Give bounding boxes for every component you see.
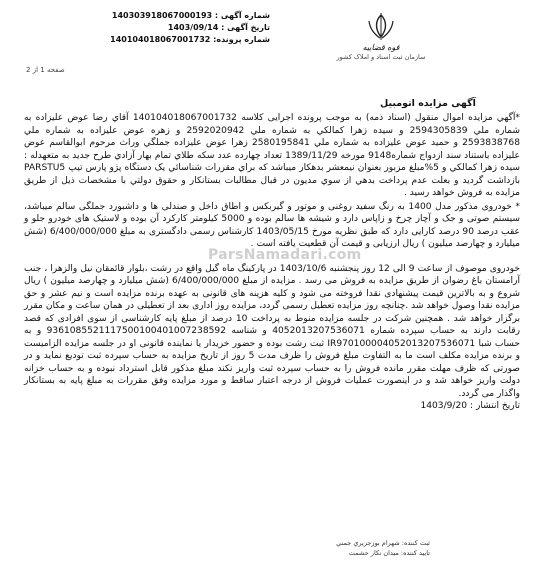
case-number-label: شماره پرونده: [213, 35, 270, 44]
notice-date: 1403/09/14 [167, 23, 219, 32]
emblem-icon [361, 12, 401, 42]
case-number-row [110, 34, 270, 46]
publish-date: 1403/9/20 [420, 401, 468, 411]
approver-label: تایید کننده: [400, 549, 430, 557]
notice-date-row [110, 22, 270, 34]
organization-logo [326, 12, 436, 74]
approver-row [210, 548, 430, 558]
registrar-row [210, 538, 430, 548]
case-number: 140104018067001732 [110, 35, 211, 44]
paragraph-vehicle-description: * خودروی مذکور مدل 1400 به رنگ سفید روغنی و موتور و گیربکس و اطاق داخل و صندلی ها و داشبورد جملگی سالم میباشد، سیستم صوتی و جک و آچار چرخ و زاپاس دارد و شیشه ها سالم بوده و 5000 کیلومتر کارکرد آن بوده و لاستیک های خودرو جلو و عقب درصد 90 درصد کارایی دارد که طبق نظریه مورخ 1403/05/15 کارشناس رسمی دادگستری به مبلغ 6/400/000/000 (شش میلیارد و چهارصد میلیون ) ریال ارزیابی و قیمت آن قطعیت یافته است . [24, 201, 520, 249]
page-number: صفحه 1 از 2 [26, 66, 65, 74]
registrar-name: شهرام بوزجزيري جمني [336, 539, 400, 547]
paragraph-debtor-details: *آگهي مزايده اموال منقول (اسناد ذمه) به موجب پرونده اجرایی کلاسه 140104018067001732 آقاي رضا عوض عليزاده به شماره ملي 2594305839 و سيده زهرا كمالكي به شماره ملي 2592020942 و زهره عوض عليزاده به شماره ملي 2593838768 و حميد عوض عليزاده به شماره ملي 2580195841 زهرا عوض عليزاده جملگي وراث مرحوم ابوالقاسم عوض عليزاده باستناد سند ازدواج شماره9148 مورخه 1389/11/29 تعداد چهارده عدد سكه طلاي تمام بهار آزادي طرح جديد به متعهدله : سيده زهرا كمالكي و 5%مبلغ مزبور بعنوان نيمعشر بدهكار ميباشد كه براي مقررات شناسائي يک دستگاه پژو پارس تیپ PARSTU5 بازداشت گرديد و بعلت عدم پرداخت بدهي از سوي مديون در قبال مطالبات بستانكار و حقوق دولتي با مشخصات ذيل از طريق مزايده به فروش خواهد رسيد . [24, 113, 520, 198]
paragraph-auction-terms: خودروی موصوف از ساعت 9 الی 12 روز پنجشنبه 1403/10/6 در پارکینگ ماه گیل واقع در رشت ،بلوار قائمقان نیل والزهرا ، جنب آرامستان باغ رضوان از طریق مزایده به فروش می رسد . مزایده از مبلغ 6/400/000/000 (شش میلیارد و چهارصد میلیون ) ریال شروع و به بالاترین قیمت پیشنهادی نقدا فروخته می شود و کلیه هزینه های قانونی به عهده برنده مزایده است و نیم عشر و حق مزایده نقدا وصول خواهد شد .چنانچه روز مزایده تعطیل رسمی گردد، مزایده روز اداری بعد از تعطیلی در همان ساعت و مکان مقرر برگزار خواهد شد . همچنین شرکت در جلسه مزایده منوط به پرداخت 10 درصد از مبلغ پایه کارشناسی از سوی افرادی که قصد رقابت دارند به حساب سپرده شماره 4052013207536071 و شناسه 9361085521117500100401007238592 و به حساب شبا IR970100004052013207536071 ثبت رشت بوده و حضور خریدار یا نماینده قانونی او در جلسه مزایده الزامیست و برنده مزایده مکلف است ما به التفاوت مبلغ فروش را ظرف مدت 5 روز از تاریخ مزایده به حساب سپرده ثبت تودیع نماید و در صورتی که ظرف مهلت مقرر مانده فروش را به حساب سپرده ثبت واریز نکند مبلغ مذکور قابل استرداد نبوده و به حساب خزانه دولت واریز خواهد شد و در اینصورت عملیات فروش از درجه اعتبار ساقط و مورد مزایده وفق مقررات به مبلغ پایه به بستانکار واگذار می گردد. [24, 263, 521, 399]
registrar-label: ثبت کننده: [401, 539, 430, 547]
notice-date-label: تاریخ آگهی : [221, 23, 270, 32]
publish-date-label: تاریخ انتشار : [469, 401, 520, 411]
notice-body [24, 112, 520, 413]
notice-title: آگهی مزایده اتومبیل [380, 98, 476, 109]
signatures [210, 538, 430, 558]
notice-meta [110, 10, 270, 46]
watermark: ParsNamadari.com [208, 247, 362, 263]
approver-name: ميدان نكار حشمت [348, 549, 399, 557]
publish-date-line [24, 400, 520, 413]
notice-number-row [110, 10, 270, 22]
organization-name: سازمان ثبت اسناد و املاک کشور [336, 53, 426, 61]
notice-number: 140303918067000193 [111, 11, 213, 20]
logo-calligraphy: قوه قضاییه [362, 43, 400, 52]
notice-number-label: شماره آگهی : [214, 11, 270, 20]
